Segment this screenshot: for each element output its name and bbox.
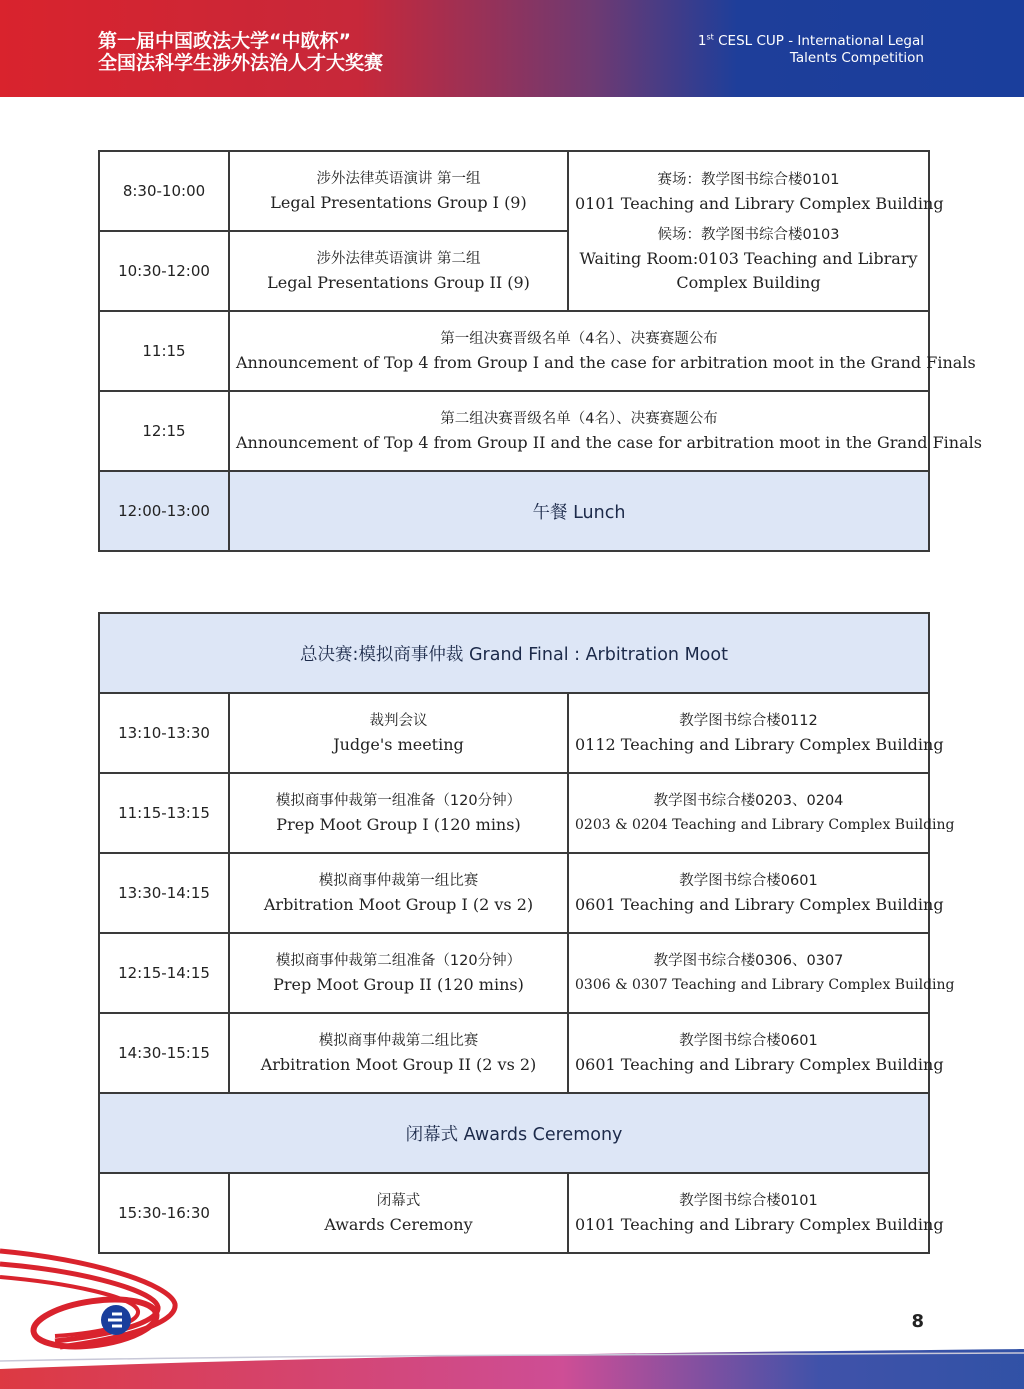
event-cell [229,693,568,773]
venue-cn: 教学图书综合楼0601 [679,873,818,889]
event-cell [229,773,568,853]
page-number: 8 [911,1311,924,1332]
event-cn: 涉外法律英语演讲 第一组 [316,171,481,187]
event-cell [229,151,568,231]
waiting-en-a: Waiting Room:0103 Teaching and Library [579,248,918,268]
header-en-line2: Talents Competition [789,50,924,66]
time-cell: 13:10-13:30 [99,693,229,773]
header-title-chinese [98,30,383,74]
table-row [99,693,929,773]
venue-cn: 教学图书综合楼0601 [679,1033,818,1049]
announcement-cell [229,391,982,471]
venue-en: 0601 Teaching and Library Complex Building [575,895,944,914]
event-cn: 模拟商事仲裁第一组比赛 [318,873,479,889]
event-en: Awards Ceremony [324,1215,473,1234]
time-cell: 10:30-12:00 [99,231,229,311]
time-cell: 11:15-13:15 [99,773,229,853]
section-header-row [99,1093,929,1173]
header-cn-line2: 全国法科学生涉外法治人才大奖赛 [98,52,384,74]
event-en: Judge's meeting [333,735,464,754]
section-header-row [99,613,929,693]
announcement-en: Announcement of Top 4 from Group II and the case for arbitration moot in the Grand Finals [236,433,982,452]
event-cn: 模拟商事仲裁第一组准备（120分钟） [275,793,522,809]
event-cell [229,933,568,1013]
event-cn: 模拟商事仲裁第二组比赛 [318,1033,479,1049]
event-en: Legal Presentations Group I (9) [270,193,527,212]
venue-cn: 教学图书综合楼0112 [679,713,818,729]
event-cn: 闭幕式 [376,1193,421,1209]
venue-cn: 教学图书综合楼0101 [679,1193,818,1209]
venue-en: 0306 & 0307 Teaching and Library Complex Building [575,977,955,993]
footer-decoration [0,1229,1024,1389]
venue-cell [568,1013,944,1093]
announcement-en: Announcement of Top 4 from Group I and the case for arbitration moot in the Grand Finals [236,353,976,372]
table-row [99,773,929,853]
venue-cn: 赛场：教学图书综合楼0101 [657,171,840,188]
event-cn: 裁判会议 [369,713,428,729]
venue-cell [568,933,955,1013]
time-cell: 8:30-10:00 [99,151,229,231]
schedule-table-morning [98,150,982,552]
event-cn: 涉外法律英语演讲 第二组 [316,251,481,267]
table-row [99,933,929,1013]
grand-final-title: 总决赛:模拟商事仲裁 Grand Final : Arbitration Moot [99,613,929,693]
event-en: Arbitration Moot Group II (2 vs 2) [260,1055,537,1074]
table-row [99,391,929,471]
header-cn-line1: 第一届中国政法大学“中欧杯” [98,30,351,52]
time-cell: 11:15 [99,311,229,391]
table-row [99,853,929,933]
event-cell [229,231,568,311]
event-en: Prep Moot Group II (120 mins) [273,975,524,994]
time-cell: 12:00-13:00 [99,471,229,551]
venue-en: 0601 Teaching and Library Complex Building [575,1055,944,1074]
event-en: Arbitration Moot Group I (2 vs 2) [263,895,534,914]
venue-en: 0101 Teaching and Library Complex Building [575,193,944,213]
event-cell [229,1013,568,1093]
awards-ceremony-title: 闭幕式 Awards Ceremony [99,1093,929,1173]
time-cell: 14:30-15:15 [99,1013,229,1093]
venue-cell [568,693,944,773]
event-cell [229,853,568,933]
venue-cell [568,853,944,933]
page-header [0,0,1024,97]
event-en: Legal Presentations Group II (9) [267,273,530,292]
venue-cn: 教学图书综合楼0203、0204 [653,793,844,809]
time-cell: 13:30-14:15 [99,853,229,933]
lunch-label: 午餐 Lunch [229,471,929,551]
time-cell: 12:15-14:15 [99,933,229,1013]
venue-en: 0112 Teaching and Library Complex Building [575,735,944,754]
event-en: Prep Moot Group I (120 mins) [276,815,521,834]
header-title-english [698,33,924,67]
header-en-line1: 1st CESL CUP - International Legal [697,32,924,49]
announcement-cn: 第二组决赛晋级名单（4名）、决赛赛题公布 [440,411,718,427]
table-row [99,1013,929,1093]
venue-en: 0101 Teaching and Library Complex Building [575,1215,944,1234]
time-cell: 15:30-16:30 [99,1173,229,1253]
venue-cell [568,151,944,311]
schedule-table-afternoon [98,612,955,1254]
waiting-cn: 候场：教学图书综合楼0103 [657,226,840,243]
venue-en: 0203 & 0204 Teaching and Library Complex Building [575,817,955,833]
announcement-cn: 第一组决赛晋级名单（4名）、决赛赛题公布 [440,331,718,347]
venue-cn: 教学图书综合楼0306、0307 [653,953,844,969]
time-cell: 12:15 [99,391,229,471]
event-cn: 模拟商事仲裁第二组准备（120分钟） [275,953,522,969]
waiting-en-b: Complex Building [676,272,821,292]
announcement-cell [229,311,976,391]
lunch-row [99,471,929,551]
table-row [99,311,929,391]
venue-cell [568,773,955,853]
table-row [99,151,929,231]
